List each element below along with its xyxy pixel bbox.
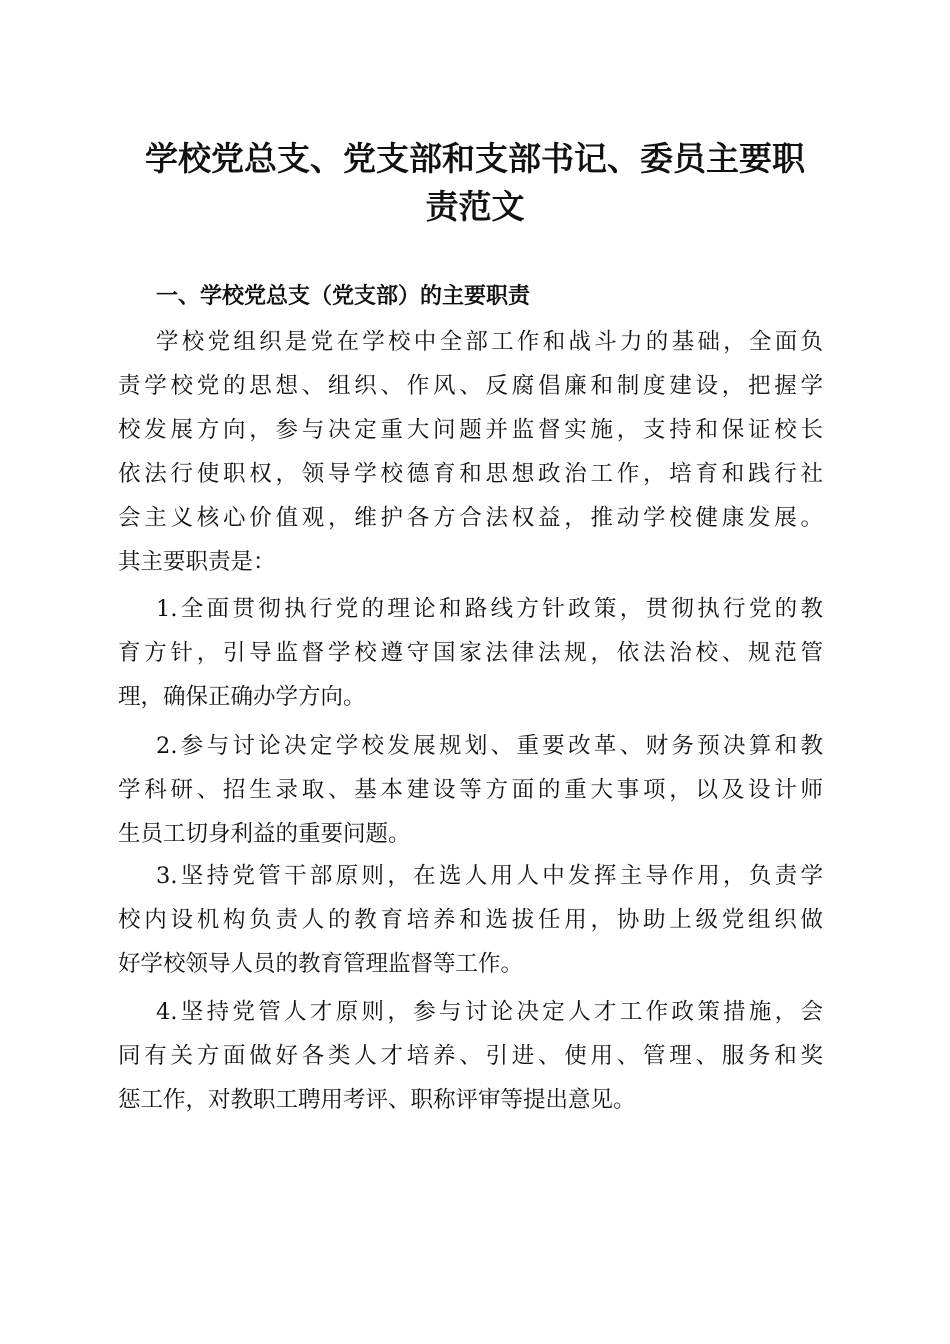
intro-paragraph [118,320,823,584]
list-item-3 [118,854,823,986]
title-line-1: 学校党总支、党支部和支部书记、委员主要职 [145,139,805,178]
item-line: 校内设机构负责人的教育培养和选拔任用，协助上级党组织做 [118,907,823,933]
paragraph-line: 学校党组织是党在学校中全部工作和战斗力的基础，全面负 [156,329,823,355]
section-heading: 一、学校党总支（党支部）的主要职责 [156,284,531,309]
title-line-2: 责范文 [425,187,525,226]
paragraph-line: 校发展方向，参与决定重大问题并监督实施，支持和保证校长 [118,417,823,443]
list-item-2 [118,724,823,856]
item-line: 学科研、招生录取、基本建设等方面的重大事项，以及设计师 [118,777,823,803]
item-line: 惩工作，对教职工聘用考评、职称评审等提出意见。 [118,1087,636,1113]
item-line: 育方针，引导监督学校遵守国家法律法规，依法治校、规范管 [118,640,823,666]
item-line: 同有关方面做好各类人才培养、引进、使用、管理、服务和奖 [118,1043,823,1069]
paragraph-line: 责学校党的思想、组织、作风、反腐倡廉和制度建设，把握学 [118,373,823,399]
list-item-1 [118,587,823,719]
item-line: 好学校领导人员的教育管理监督等工作。 [118,951,524,977]
paragraph-line: 其主要职责是： [118,549,276,575]
item-line: 1.全面贯彻执行党的理论和路线方针政策，贯彻执行党的教 [156,596,823,622]
document-title [110,135,840,231]
item-line: 理，确保正确办学方向。 [118,684,366,710]
item-line: 生员工切身利益的重要问题。 [118,821,411,847]
item-line: 4.坚持党管人才原则，参与讨论决定人才工作政策措施，会 [156,999,823,1025]
item-line: 3.坚持党管干部原则，在选人用人中发挥主导作用，负责学 [156,863,823,889]
list-item-4 [118,990,823,1122]
paragraph-line: 依法行使职权，领导学校德育和思想政治工作，培育和践行社 [118,461,823,487]
paragraph-line: 会主义核心价值观，维护各方合法权益，推动学校健康发展。 [118,505,823,531]
item-line: 2.参与讨论决定学校发展规划、重要改革、财务预决算和教 [156,733,823,759]
